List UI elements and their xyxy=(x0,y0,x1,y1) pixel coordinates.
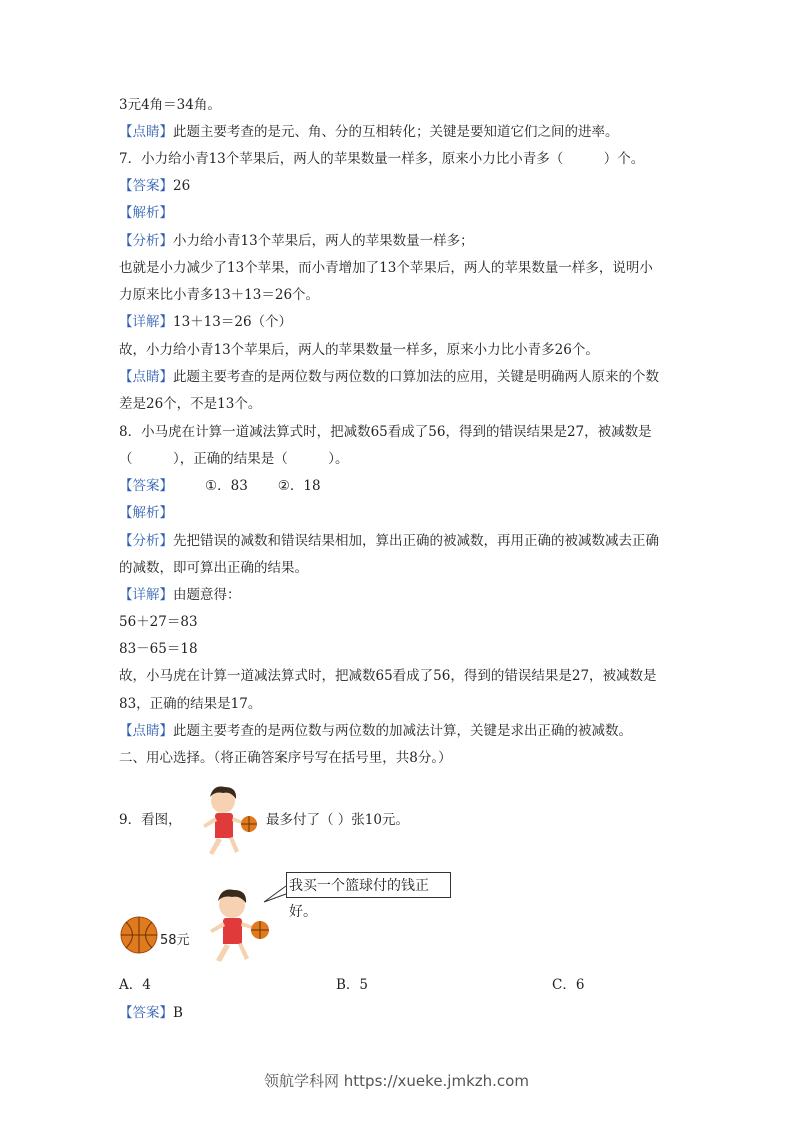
question-8-cont: （ ），正确的结果是（ ）。 xyxy=(119,451,349,467)
text-line: 也就是小力减少了13个苹果，而小青增加了13个苹果后，两人的苹果数量一样多，说明小 xyxy=(119,260,653,276)
text-line: 83，正确的结果是17。 xyxy=(119,696,262,712)
text-span: 先把错误的减数和错误结果相加，算出正确的被减数，再用正确的被减数减去正确 xyxy=(173,533,659,549)
speech-bubble: 我买一个篮球付的钱正好。 xyxy=(286,872,451,898)
text-line: 故，小力给小青13个苹果后，两人的苹果数量一样多，原来小力比小青多26个。 xyxy=(119,342,599,358)
question-9-end: 最多付了（ ）张10元。 xyxy=(266,812,409,828)
basketball-icon xyxy=(119,915,159,955)
text-span: 此题主要考查的是两位数与两位数的口算加法的应用，关键是明确两人原来的个数 xyxy=(173,369,659,385)
equation: 56＋27＝83 xyxy=(119,614,198,630)
text-span: 小力给小青13个苹果后，两人的苹果数量一样多； xyxy=(173,233,474,249)
text-line xyxy=(119,231,474,251)
text-span: 此题主要考查的是元、角、分的互相转化；关键是要知道它们之间的进率。 xyxy=(173,124,619,140)
tag-answer: 【答案】 xyxy=(119,1005,173,1021)
text-line: 力原来比小青多13＋13＝26个。 xyxy=(119,287,320,303)
answer-line xyxy=(119,1003,183,1023)
section-heading: 二、用心选择。（将正确答案序号写在括号里，共8分。） xyxy=(119,750,452,766)
option-c: C．6 xyxy=(552,977,585,993)
tag-jiexi: 【解析】 xyxy=(119,505,173,521)
answer-value: B xyxy=(173,1005,183,1021)
question-8: 8．小马虎在计算一道减法算式时，把减数65看成了56，得到的错误结果是27，被减数是 xyxy=(119,424,652,440)
question-7: 7．小力给小青13个苹果后，两人的苹果数量一样多，原来小力比小青多（ ）个。 xyxy=(119,151,645,167)
equation: 83－65＝18 xyxy=(119,641,198,657)
answer-line xyxy=(119,176,190,196)
text-line xyxy=(119,721,632,741)
answer-line xyxy=(119,476,321,496)
text-line: 3元4角＝34角。 xyxy=(119,97,221,113)
text-line xyxy=(119,531,659,551)
text-line: 的减数，即可算出正确的结果。 xyxy=(119,560,308,576)
price-label: 58元 xyxy=(160,933,190,948)
footer-watermark: 领航学科网 https://xueke.jmkzh.com xyxy=(264,1072,529,1090)
tag-answer: 【答案】 xyxy=(119,178,173,194)
text-line xyxy=(119,312,292,332)
answer-value: 26 xyxy=(173,178,191,194)
text-line xyxy=(119,122,619,142)
tag-jiexi: 【解析】 xyxy=(119,205,173,221)
question-9-start: 9．看图， xyxy=(119,812,182,828)
answer-value-2: ②．18 xyxy=(277,478,321,494)
tag-fenxi: 【分析】 xyxy=(119,533,173,549)
text-span: 13＋13＝26（个） xyxy=(173,314,293,330)
text-span: 此题主要考查的是两位数与两位数的加减法计算，关键是求出正确的被减数。 xyxy=(173,723,632,739)
tag-dianjing: 【点睛】 xyxy=(119,124,173,140)
tag-xiangjie: 【详解】 xyxy=(119,314,173,330)
boy-basketball-player-icon xyxy=(200,884,272,966)
text-line: 故，小马虎在计算一道减法算式时，把减数65看成了56，得到的错误结果是27，被减数是 xyxy=(119,668,657,684)
answer-value-1: ①．83 xyxy=(205,478,248,494)
option-a: A．4 xyxy=(119,977,151,993)
tag-xiangjie: 【详解】 xyxy=(119,587,173,603)
text-line xyxy=(119,367,659,387)
text-span: 由题意得： xyxy=(173,587,241,603)
tag-dianjing: 【点睛】 xyxy=(119,723,173,739)
boy-basketball-player-icon xyxy=(193,781,259,859)
tag-fenxi: 【分析】 xyxy=(119,233,173,249)
text-line: 差是26个，不是13个。 xyxy=(119,396,262,412)
tag-answer: 【答案】 xyxy=(119,478,173,494)
option-b: B．5 xyxy=(336,977,369,993)
text-line xyxy=(119,585,241,605)
tag-dianjing: 【点睛】 xyxy=(119,369,173,385)
